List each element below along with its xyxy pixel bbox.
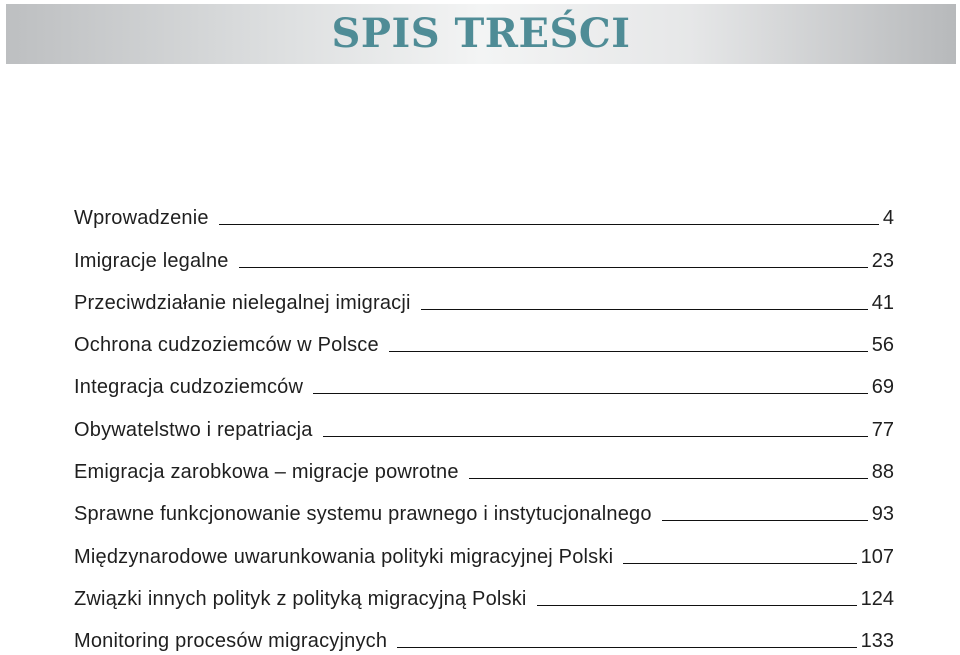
toc-entry[interactable] [74, 613, 894, 655]
toc-entry-page: 23 [871, 249, 894, 272]
leader-line [537, 605, 857, 606]
toc-entry[interactable] [74, 571, 894, 613]
leader-line [421, 309, 868, 310]
leader-line [662, 520, 868, 521]
toc-entry-label: Integracja cudzoziemców [74, 376, 304, 399]
toc-entry-label: Międzynarodowe uwarunkowania polityki migracyjnej Polski [74, 545, 614, 568]
toc-entry[interactable] [74, 486, 894, 528]
leader-line [623, 563, 856, 564]
toc-entry-label: Obywatelstwo i repatriacja [74, 418, 313, 441]
toc-entry-page: 41 [871, 291, 894, 314]
leader-line [397, 647, 856, 648]
toc-entry[interactable] [74, 401, 894, 443]
toc-entry-label: Emigracja zarobkowa – migracje powrotne [74, 461, 459, 484]
toc-entry-page: 88 [871, 461, 894, 484]
toc-entry-page: 133 [860, 630, 894, 653]
toc-entry-label: Przeciwdziałanie nielegalnej imigracji [74, 291, 411, 314]
toc-entry-page: 4 [882, 207, 894, 230]
toc-entry-page: 77 [871, 418, 894, 441]
leader-line [323, 436, 868, 437]
toc-entry-label: Ochrona cudzoziemców w Polsce [74, 334, 379, 357]
toc-entry-page: 69 [871, 376, 894, 399]
toc-entry-label: Wprowadzenie [74, 207, 209, 230]
page-title: SPIS TREŚCI [331, 10, 631, 57]
leader-line [219, 224, 879, 225]
toc-entry-page: 124 [860, 587, 894, 610]
toc-entry-page: 56 [871, 334, 894, 357]
table-of-contents [74, 190, 894, 655]
toc-entry[interactable] [74, 190, 894, 232]
leader-line [239, 267, 868, 268]
toc-entry[interactable] [74, 444, 894, 486]
header-band [6, 4, 956, 64]
toc-entry[interactable] [74, 528, 894, 570]
toc-entry-label: Sprawne funkcjonowanie systemu prawnego i instytucjonalnego [74, 503, 652, 526]
toc-entry-label: Monitoring procesów migracyjnych [74, 630, 388, 653]
toc-entry[interactable] [74, 317, 894, 359]
toc-entry[interactable] [74, 275, 894, 317]
leader-line [389, 351, 868, 352]
toc-entry-label: Imigracje legalne [74, 249, 229, 272]
toc-entry[interactable] [74, 232, 894, 274]
toc-entry-page: 107 [860, 545, 894, 568]
toc-entry-label: Związki innych polityk z polityką migracyjną Polski [74, 587, 527, 610]
toc-entry-page: 93 [871, 503, 894, 526]
toc-entry[interactable] [74, 359, 894, 401]
leader-line [469, 478, 868, 479]
leader-line [313, 393, 868, 394]
